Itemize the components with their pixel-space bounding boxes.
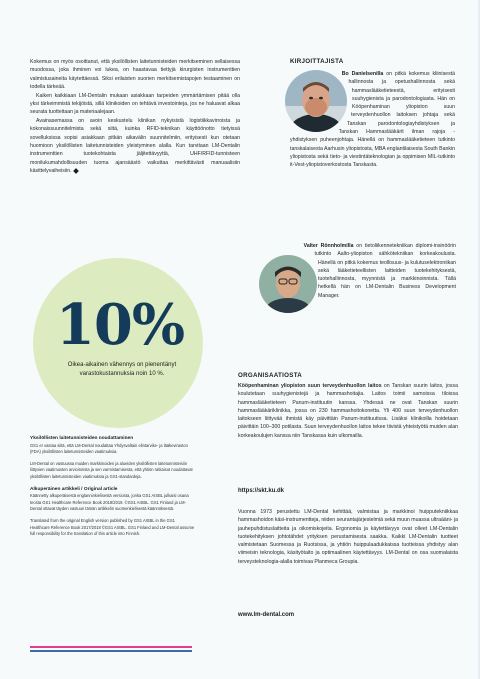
stat-number: 10% bbox=[55, 292, 185, 358]
note bbox=[30, 435, 195, 456]
decorative-rule-pink bbox=[30, 646, 192, 648]
organisation-text bbox=[238, 382, 458, 440]
bio-text: on pitkä kokemus kliinisestä hallinnosta ja opetushallinnosta sekä hammaslääketieteestä, erityisesti suuhygienista ja parodontologiasta. Hän on Kööpenhaminan yliopiston suun terveydenhuollon laitoksen johtaja sekä Tanskan parodontologiayhdistyksen ja Tanskan Hammaslääkärit ilman rajoja -yhdistyksen puheenjohtaja. Hänellä on hammaslääketieteen tutkinto tanskalaisesta Aarhusin yliopistosta, MBA englantilaisesta South Bankin yliopistosta sekä tieto- ja viestintäteknologian ja oppimisen MIL-tutkinto it-Vest-yliopistoverkostosta Tanskasta. bbox=[290, 71, 455, 169]
organisation-heading: ORGANISAATIOSTA bbox=[238, 372, 303, 379]
organisation-name: Kööpenhaminan yliopiston suun terveydenhuollon laitos bbox=[238, 383, 382, 389]
note-text: Translated from the original English version published by GS1 AISBL in the GS1 Healthcare Reference Book 2017/2018 ©GS1 AISBL. GS1 Finland and LM-Dental assume full responsibility for the translation of this article into Finnish. bbox=[30, 517, 195, 537]
bio-text: on tietoliikennetekniikan diplomi-insinöörin tutkinto Aalto-yliopiston sähkötekniikan korkeakoulusta. Hänellä on pitkä kokemus teollisuus- ja kulutuselektroniikan sekä lääketieteellisten laitteiden tuotekehityksestä, tuotehallinnosta, myynnistä ja markkinoinnista. Tällä hetkellä hän on LM-Dentalin Business Development Manager. bbox=[314, 243, 456, 299]
bio-name: Valter Rönnholmilla bbox=[303, 243, 354, 249]
note-text: GS1 er vastaa siitä, että LM-Dental noudattaa Yhdysvaltain elintarvike- ja lääkeviraston (FDA) yksilöllisten laitetunnisteiden vaatimuksia. bbox=[30, 442, 188, 455]
company-website-link[interactable]: www.lm-dental.com bbox=[238, 612, 295, 618]
note bbox=[30, 518, 195, 538]
bio-bo-danielsen bbox=[290, 70, 455, 170]
note bbox=[30, 461, 195, 481]
note-text: Käännetty alkuperäisestä englanninkielisestä versiosta, jonka GS1 AISBL julkaisi osana teosta GS1 Healthcare Reference Book 2018/2019. ©GS1 AISBL. GS1 Finland ja LM-Dental ottavat täyden vastuun tämän artikkelin suomenkielisestä käännöksestä. bbox=[30, 493, 189, 512]
end-of-article-icon bbox=[73, 168, 79, 174]
paragraph-text: Avainasemassa on avoin keskustelu klinikan nykyisistä logistiikkavirroista ja kokonaissuunnitelmista sekä siitä, kuinka RFID-teknikan käyttöönotto tietyissä sovelluksissa sopisi asiakkaan pitkän aikavälin suunnitelmiin, erityisesti kun otetaan huomioon yksilöllisten laitetunnisteiden yleistyminen alalla. Kun tarvitaan LM-Dentalin instrumenttien tuotekohtaista jäljitettävyyttä, UHF/RFID-tunnisteen monilukumahdollisuuden tuoma ajansäästö vaikuttaa merkittävästi manuaalisiin käsittelyvaiheisiin. bbox=[30, 117, 240, 175]
wrap-spacer bbox=[290, 70, 352, 134]
sidebar-notes bbox=[30, 435, 195, 543]
note bbox=[30, 486, 195, 513]
company-description: Vuonna 1973 perustettu LM-Dental kehittää, valmistaa ja markkinoi huipputekniikkaa hammashoidon käsi-instrumentteja, niiden seurantajärjestelmiä sekä muun muassa ultraääni- ja jauhepuhdistuslaitteita ja oikomiskojeita. Ergonomia ja käytettävyys ovat olleet LM-Dentalin tuotekehityksen johtotähdet yrityksen perustamisesta saakka. Kaikki LM-Dentalin tuotteet valmistetaan Suomessa ja Ruotsissa, ja yhtiön huippulaadukkaissa tuotteissa yhdistyy alan viimeisin teknologia, käsityötaito ja optimaalinen käytettävyys. LM-Dental on osa suomalaista terveysteknologia-alalla toimivaa Planmeca Groupia. bbox=[238, 509, 459, 565]
note-text: LM-Dental on vastuussa muiden markkinoiden ja alueiden yksilöllisten laitetunnisteisiin liittyvien vaatimusten arvioinnista ja sen varmistamisesta, että yhtiön ratkaisut noudattavat yksilöllisten laitetunnisteiden vaatimuksia ja GS1-standardeja. bbox=[30, 460, 193, 479]
bio-valter-ronnholm bbox=[258, 242, 456, 322]
decorative-rule-blue bbox=[30, 650, 192, 652]
article-body bbox=[30, 58, 240, 176]
paragraph bbox=[30, 117, 240, 176]
wrap-spacer bbox=[258, 242, 318, 322]
stat-caption: Oikea-aikainen vähennys on pienentänyt varastokustannuksia noin 10 %. bbox=[67, 362, 177, 377]
authors-heading: KIRJOITTAJISTA bbox=[290, 58, 344, 65]
note-title: Alkuperäinen artikkeli / Original article bbox=[30, 486, 118, 492]
paragraph: Kaiken kaikkiaan LM-Dentalin mukaan asiakkaan tarpeiden ymmärtämisen pitää olla yksi tärkeimmistä tekijöistä, sillä klinikoiden on tehtävä investointeja, jos ne haluavat alkaa seurata tuotteitaan ja materiaalejaan. bbox=[30, 92, 240, 116]
organisation-link[interactable]: https://skt.ku.dk bbox=[238, 488, 285, 494]
paragraph: Kokemus on myös osoittanut, että yksilöllisten laitetunnisteiden merkitseminen sellaisessa muodossa, joka ihminen voi lukea, on haastavaa tiettyjä kirurgisten instrumenttien valmistusaineita käytettäessä. Siksi erilaisten suorien merkitsemistapojen testaaminen on todella tärkeää. bbox=[30, 59, 240, 91]
bio-name: Bo Danielsenilla bbox=[341, 71, 384, 77]
note-title: Yksilöllisten laitetunnisteiden noudattaminen bbox=[30, 436, 134, 441]
organisation-description: on Tanskan suurin laitos, jossa koulutetaan suuhygienistejä ja hammashoitajia. Laitos toimii samoissa tiloissa hammaslääketieteen Panum-instituutin kanssa. Yhdessä ne ovat Tanskan suurin hammaslääkäriklinikka, jossa on 230 hammashoitokonetta. Yli 400 suun terveydenhuollon laitokseen liittyvää ihmistä käy päivittäin Panum-instituutissa. Lisäksi klinikoilla hoidetaan päivittäin 100–300 potilasta. Suun terveydenhuollon laitos tekee tiivistä yhteistyötä muiden alan korkeakoulujen kanssa niin Tanskassa kuin ulkomailla. bbox=[238, 383, 458, 439]
